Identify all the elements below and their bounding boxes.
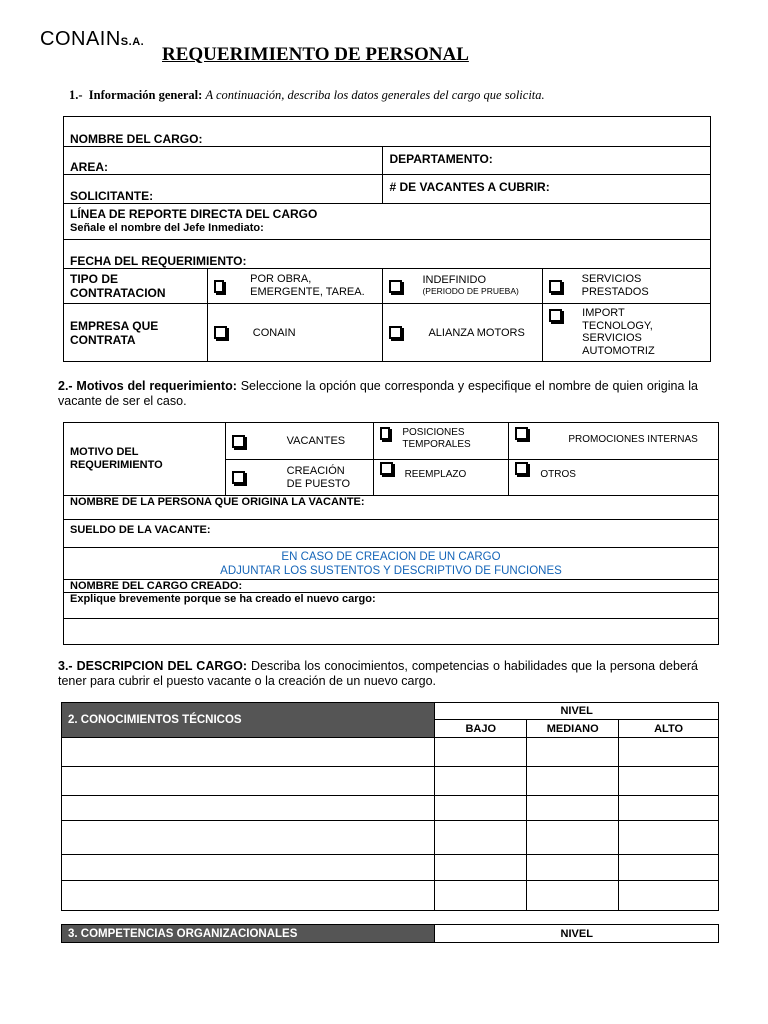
option-otros[interactable]: OTROS (509, 460, 719, 496)
section3-heading: 3.- DESCRIPCION DEL CARGO: Describa los conocimientos, competencias o habilidades que la persona deberá tener para cubrir el puesto vacante o la creación de un nuevo cargo. (58, 659, 699, 688)
checkbox-icon[interactable] (380, 462, 393, 475)
table-row (62, 855, 719, 881)
option-posiciones[interactable]: POSICIONES TEMPORALES (373, 423, 509, 460)
option-indefinido[interactable]: INDEFINIDO (PERIODO DE PRUEBA) (383, 269, 543, 304)
mediano-cell[interactable] (527, 881, 619, 911)
table-row (62, 881, 719, 911)
conocimientos-table (61, 702, 719, 911)
option-promociones[interactable]: PROMOCIONES INTERNAS (509, 423, 719, 460)
option-por-obra[interactable]: POR OBRA, EMERGENTE, TAREA. (207, 269, 383, 304)
checkbox-icon[interactable] (214, 326, 227, 339)
bajo-cell[interactable] (435, 738, 527, 767)
conocimiento-cell[interactable] (62, 796, 435, 821)
tipo-contratacion-label: TIPO DE CONTRATACION (64, 269, 208, 304)
alto-cell[interactable] (619, 881, 719, 911)
field-solicitante[interactable]: SOLICITANTE: (64, 175, 383, 204)
checkbox-icon[interactable] (389, 326, 402, 339)
checkbox-icon[interactable] (232, 471, 245, 484)
competencias-table (61, 924, 719, 943)
conocimiento-cell[interactable] (62, 767, 435, 796)
option-vacantes[interactable]: VACANTES (225, 423, 373, 460)
checkbox-icon[interactable] (549, 280, 561, 293)
field-vacantes[interactable]: # DE VACANTES A CUBRIR: (383, 175, 711, 204)
logo-main: CONAIN (40, 28, 121, 50)
field-departamento[interactable]: DEPARTAMENTO: (383, 147, 711, 175)
conocimientos-header: 2. CONOCIMIENTOS TÉCNICOS (62, 703, 435, 738)
section1-number: 1.- (69, 88, 83, 102)
empresa-label: EMPRESA QUE CONTRATA (64, 304, 208, 362)
field-nombre-cargo[interactable]: NOMBRE DEL CARGO: (64, 117, 711, 147)
mediano-cell[interactable] (527, 796, 619, 821)
checkbox-icon[interactable] (380, 427, 391, 440)
bajo-header: BAJO (435, 720, 527, 738)
mediano-header: MEDIANO (527, 720, 619, 738)
field-cargo-creado[interactable]: NOMBRE DEL CARGO CREADO: (64, 580, 719, 593)
company-logo (40, 28, 144, 51)
motivo-table (63, 422, 719, 645)
field-fecha[interactable]: FECHA DEL REQUERIMIENTO: (64, 240, 711, 269)
mediano-cell[interactable] (527, 821, 619, 855)
option-creacion[interactable]: CREACIÓN DE PUESTO (225, 460, 373, 496)
alto-header: ALTO (619, 720, 719, 738)
conocimiento-cell[interactable] (62, 881, 435, 911)
option-reemplazo[interactable]: REEMPLAZO (373, 460, 509, 496)
motivo-label: MOTIVO DEL REQUERIMIENTO (64, 423, 226, 496)
alto-cell[interactable] (619, 855, 719, 881)
option-alianza[interactable]: ALIANZA MOTORS (383, 304, 543, 362)
table-row (62, 738, 719, 767)
nivel-header: NIVEL (435, 703, 719, 720)
checkbox-icon[interactable] (214, 280, 224, 293)
checkbox-icon[interactable] (232, 435, 245, 448)
conocimiento-cell[interactable] (62, 855, 435, 881)
checkbox-icon[interactable] (389, 280, 402, 293)
mediano-cell[interactable] (527, 738, 619, 767)
field-explique[interactable]: Explique brevemente porque se ha creado el nuevo cargo: (64, 593, 719, 619)
section2-heading: 2.- Motivos del requerimiento: Seleccione la opción que corresponda y especifique el nombre de quien origina la vacante de ser el caso. (58, 379, 698, 408)
conocimiento-cell[interactable] (62, 821, 435, 855)
table-row (62, 821, 719, 855)
checkbox-icon[interactable] (515, 427, 528, 440)
field-sueldo[interactable]: SUELDO DE LA VACANTE: (64, 520, 719, 548)
alto-cell[interactable] (619, 821, 719, 855)
section1-instruction: A continuación, describa los datos generales del cargo que solicita. (205, 88, 545, 102)
option-import[interactable]: IMPORT TECNOLOGY, SERVICIOS AUTOMOTRIZ (543, 304, 711, 362)
mediano-cell[interactable] (527, 767, 619, 796)
nivel2-header: NIVEL (435, 925, 719, 943)
mediano-cell[interactable] (527, 855, 619, 881)
general-info-table (63, 116, 711, 362)
alto-cell[interactable] (619, 767, 719, 796)
section1-label: Información general: (88, 88, 203, 102)
alto-cell[interactable] (619, 738, 719, 767)
option-conain[interactable]: CONAIN (207, 304, 383, 362)
bajo-cell[interactable] (435, 767, 527, 796)
field-explique-answer[interactable] (64, 619, 719, 645)
page-title: REQUERIMIENTO DE PERSONAL (162, 44, 469, 65)
logo-suffix: S.A. (120, 36, 145, 48)
bajo-cell[interactable] (435, 881, 527, 911)
field-linea-reporte[interactable]: LÍNEA DE REPORTE DIRECTA DEL CARGO Señale el nombre del Jefe Inmediato: (64, 204, 711, 240)
field-area[interactable]: AREA: (64, 147, 383, 175)
alto-cell[interactable] (619, 796, 719, 821)
checkbox-icon[interactable] (515, 462, 528, 475)
conocimiento-cell[interactable] (62, 738, 435, 767)
option-servicios[interactable]: SERVICIOS PRESTADOS (543, 269, 711, 304)
table-row (62, 767, 719, 796)
section1-heading (69, 88, 545, 103)
bajo-cell[interactable] (435, 821, 527, 855)
bajo-cell[interactable] (435, 855, 527, 881)
table-row (62, 796, 719, 821)
checkbox-icon[interactable] (549, 309, 562, 322)
bajo-cell[interactable] (435, 796, 527, 821)
creacion-notice: EN CASO DE CREACION DE UN CARGO ADJUNTAR LOS SUSTENTOS Y DESCRIPTIVO DE FUNCIONES (64, 548, 719, 580)
competencias-header: 3. COMPETENCIAS ORGANIZACIONALES (62, 925, 435, 943)
field-persona-origina[interactable]: NOMBRE DE LA PERSONA QUE ORIGINA LA VACANTE: (64, 496, 719, 520)
